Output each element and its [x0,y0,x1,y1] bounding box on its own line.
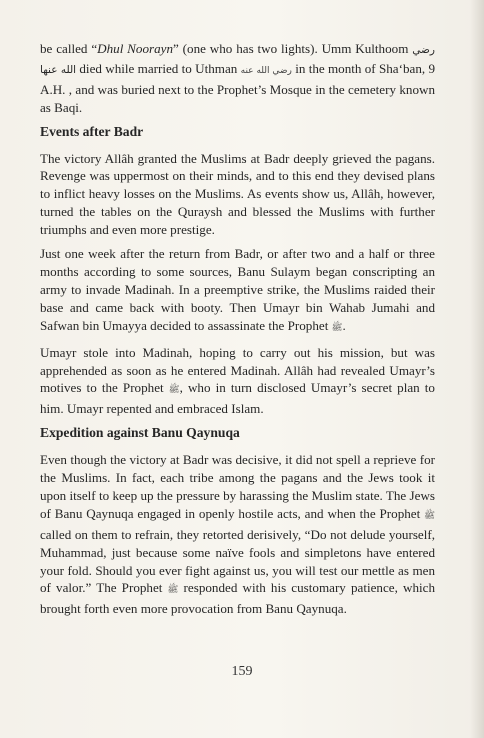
text-run: Just one week after the return from Badr, or after two and a half or three months according to some sources, Banu Sulaym began conscripting an army to invade Madinah. In a preemptive strike, the Muslims raided their base and came back with booty. Then Umayr bin Wahab Jumahi and Safwan bin Umayya decided to assassinate the Prophet [40,246,435,333]
honorific-glyph: ﷺ [167,585,179,596]
page-number: 159 [231,664,253,679]
section-heading: Events after Badr [40,123,144,139]
text-run: called on them to refrain, they retorted derisively, “Do not delude yourself, Muhammad, just because some naïve fools and simpletons have entered your fold. Should you ever fight against us, you will test our mettle as men of valor.” The Prophet [40,526,435,596]
text-run: ” (one who has two lights). Umm Kulthoom [173,41,413,56]
honorific-glyph: ﷺ [424,510,435,521]
text-run: . [342,317,346,333]
body-paragraph [40,150,435,240]
text-run: , who in turn disclosed Umayr’s secret plan to him. Umayr repented and embraced Islam. [40,380,435,417]
honorific-glyph: ﷺ [168,385,180,396]
text-run: be called “ [40,41,98,56]
honorific-glyph: رضي الله عنه [240,65,292,76]
text-run: Umayr stole into Madinah, hoping to carry out his mission, but was apprehended as soon as he entered Madinah. Allâh had revealed Umayr’s motives to the Prophet [40,344,435,396]
text-run: Even though the victory at Badr was decisive, it did not spell a reprieve for the Muslims. In fact, each tribe among the pagans and the Jews took it upon itself to keep up the pressure by harassing the Muslim state. The Jews of Banu Qaynuqa engaged in openly hostile acts, and when the Prophet [40,452,435,521]
text-run: died while married to Uthman [76,60,241,76]
text-run: responded with his customary patience, which brought forth even more provocation from Banu Qaynuqa. [40,580,435,617]
page-body [40,40,435,624]
page-gutter-shadow [470,0,484,738]
section-heading: Expedition against Banu Qaynuqa [40,425,240,441]
honorific-glyph: ﷺ [331,322,343,333]
body-paragraph [40,344,435,419]
body-paragraph [40,40,435,117]
text-run: The victory Allâh granted the Muslims at Badr deeply grieved the pagans. Revenge was uppermost on their minds, and to this end they devised plans to inflict heavy losses on the Muslims. As events show us, Allâh, however, turned the tables on the Quraysh and blessed the Muslims with further triumphs and even more prestige. [40,150,435,238]
italic-term: Dhul Noorayn [97,41,174,56]
body-paragraph [40,451,435,618]
arabic-honorific: رضي الله عنها [40,44,435,76]
body-paragraph [40,245,435,338]
text-run: in the month of Sha‘ban, 9 A.H. , and was buried next to the Prophet’s Mosque in the cemetery known as Baqi. [40,60,436,115]
